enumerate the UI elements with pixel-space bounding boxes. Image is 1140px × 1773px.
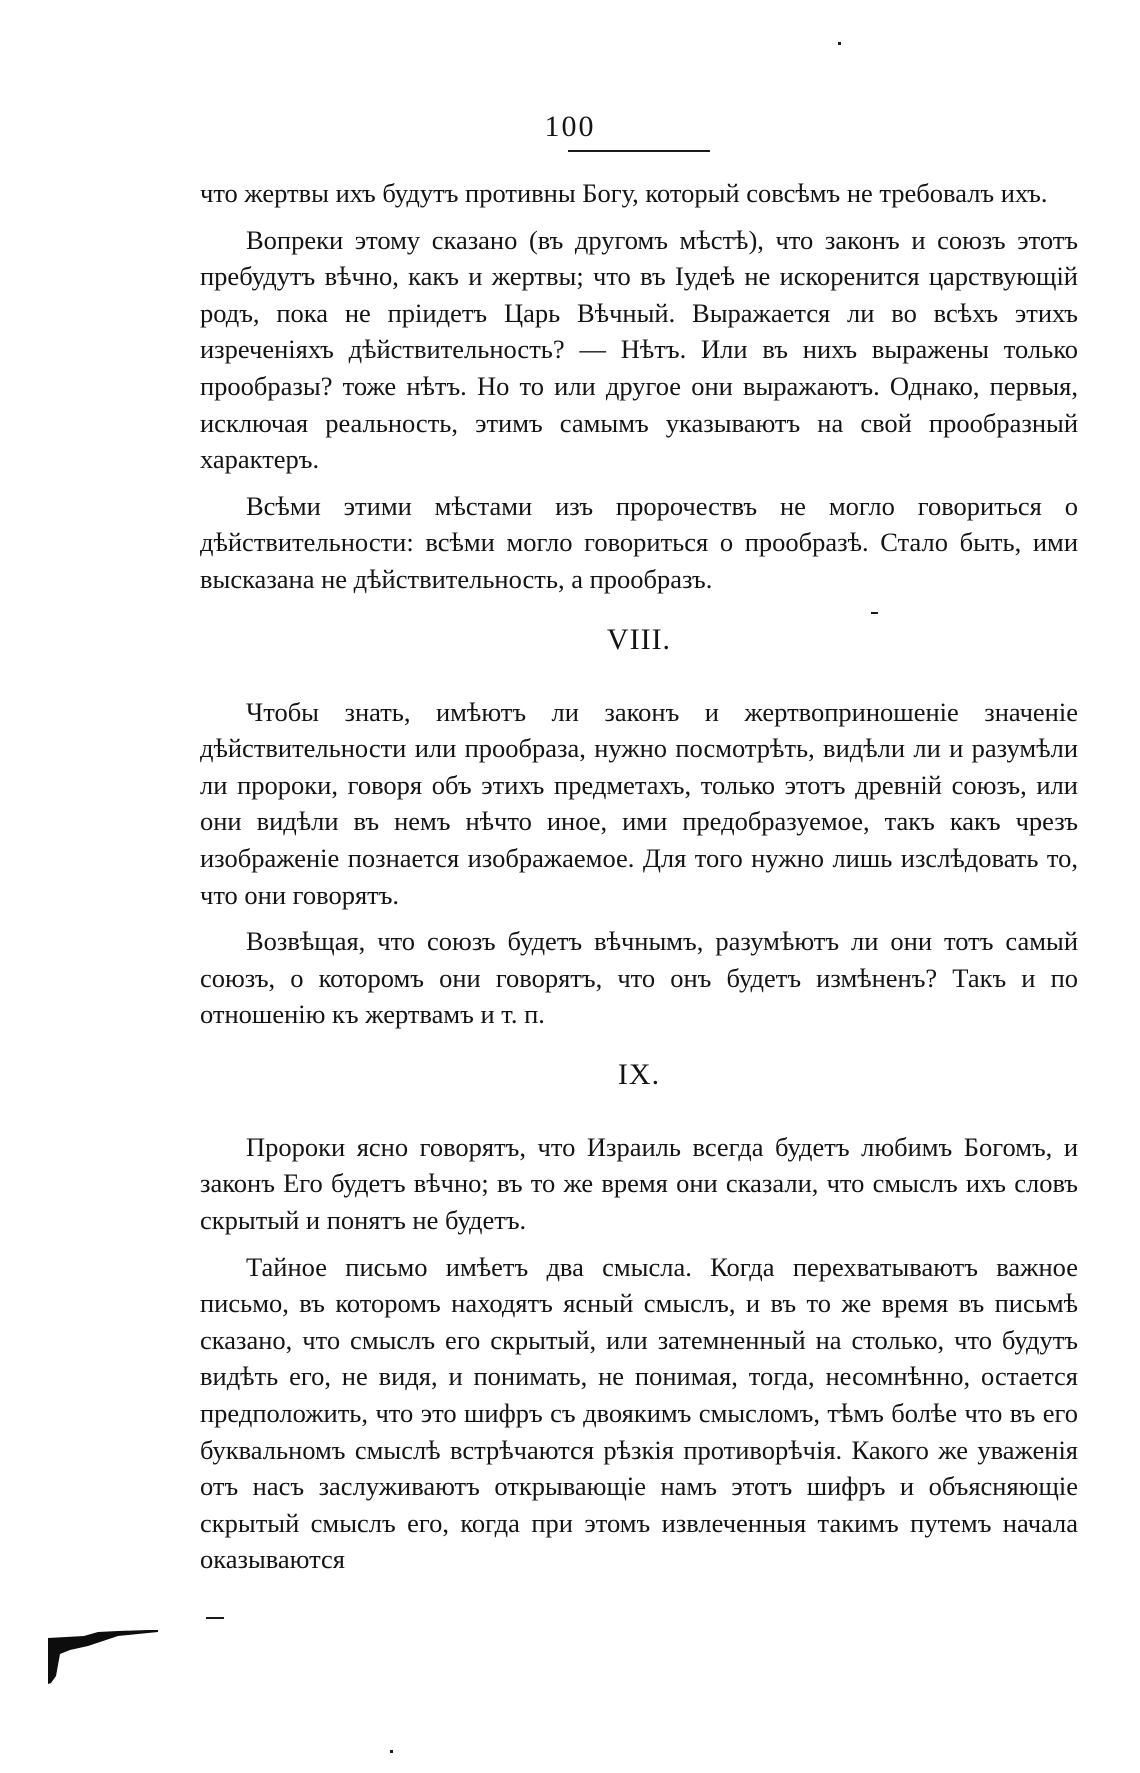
paragraph: Пророки ясно говорятъ, что Израиль всегда будетъ любимъ Богомъ, и законъ Его будетъ вѣчно; въ то же время они сказали, что смыслъ ихъ словъ скрытый и понятъ не будетъ. <box>200 1131 1078 1236</box>
section-heading-ix: IX. <box>617 1057 661 1091</box>
paragraph: Вопреки этому сказано (въ другомъ мѣстѣ), что законъ и союзъ этотъ пребудутъ вѣчно, какъ и жертвы; что въ Іудеѣ не искоренится царствующій родъ, пока не пріидетъ Царь Вѣчный. Выражается ли во всѣхъ этихъ изреченіяхъ дѣйствительность? — Нѣтъ. Или въ нихъ выражены только прообразы? тоже нѣтъ. Но то или другое они выражаютъ. Однако, первыя, исключая реальность, этимъ самымъ указываютъ на свой прообразный характеръ. <box>200 224 1078 475</box>
section-heading-viii: VIII. <box>606 622 672 656</box>
page-number: 100 <box>544 110 596 143</box>
paragraph: Чтобы знать, имѣютъ ли законъ и жертвоприношеніе значеніе дѣйствительности или прообраза, нужно посмотрѣть, видѣли ли и разумѣли ли пророки, говоря объ этихъ предметахъ, только этотъ древній союзъ, или они видѣли въ немъ нѣчто иное, ими предобразуемое, такъ какъ чрезъ изображеніе познается изображаемое. Для того нужно лишь изслѣдовать то, что они говорятъ. <box>200 696 1078 910</box>
paragraph: Всѣми этими мѣстами изъ пророчествъ не могло говориться о дѣйствительности: всѣми могло говориться о прообразѣ. Стало быть, ими высказана не дѣйствительность, а прообразъ. <box>200 490 1078 594</box>
scan-artifact-mark <box>48 1628 158 1688</box>
paragraph-continued: что жертвы ихъ будутъ противны Богу, который совсѣмъ не требовалъ ихъ. <box>200 178 1048 208</box>
paragraph: Возвѣщая, что союзъ будетъ вѣчнымъ, разумѣютъ ли они тотъ самый союзъ, о которомъ они говорятъ, что онъ будетъ измѣненъ? Такъ и по отношенію къ жертвамъ и т. п. <box>200 926 1078 1030</box>
paragraph: Тайное письмо имѣетъ два смысла. Когда перехватываютъ важное письмо, въ которомъ находятъ ясный смыслъ, и въ то же время въ письмѣ сказано, что смыслъ его скрытый, или затемненный на столько, что будутъ видѣть его, не видя, и понимать, не понимая, тогда, несомнѣнно, остается предположить, что это шифръ съ двоякимъ смысломъ, тѣмъ болѣе что въ его буквальномъ смыслѣ встрѣчаются рѣзкія противорѣчія. Какого же уваженія отъ насъ заслуживаютъ открывающіе намъ этотъ шифръ и объясняющіе скрытый смыслъ его, когда при этомъ извлеченныя такимъ путемъ начала оказываются <box>200 1251 1078 1575</box>
page-number-underline <box>568 150 710 152</box>
text-column <box>200 175 1078 1588</box>
